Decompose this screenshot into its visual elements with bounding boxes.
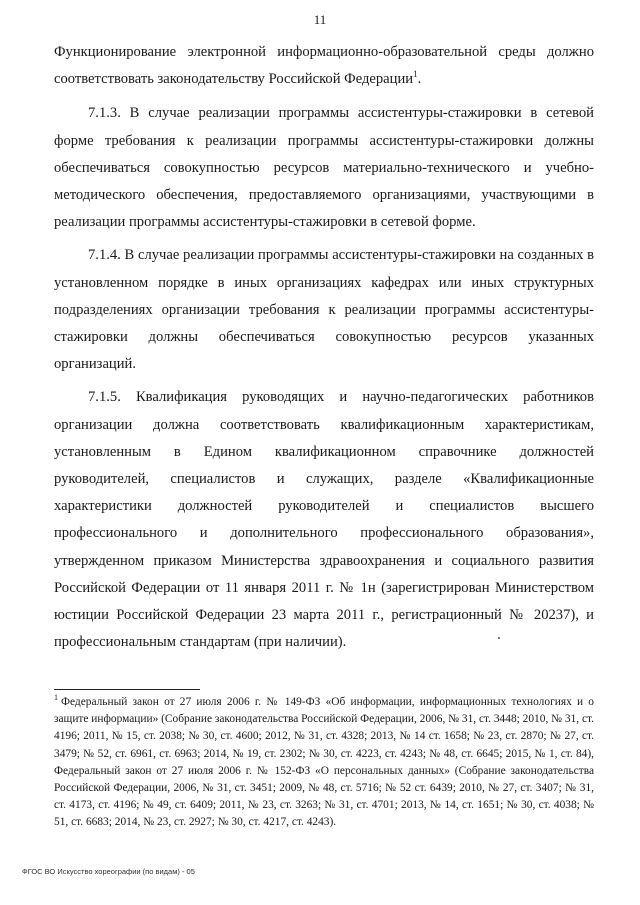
footnote-reference[interactable]: 1	[413, 69, 418, 80]
paragraph-text: Функционирование электронной информационно-образовательной среды должно соответствовать законодательству Российской Федерации	[54, 44, 594, 88]
paragraph-7-1-4: 7.1.4. В случае реализации программы ассистентуры-стажировки на созданных в установленном порядке в иных организациях кафедрах или иных структурных подразделениях организации требования к реализации программы ассистентуры-стажировки должны обеспечиваться совокупностью ресурсов указанных организаций.	[54, 247, 594, 373]
footnote-text: Федеральный закон от 27 июля 2006 г. № 149-ФЗ «Об информации, информационных технологиях и о защите информации» (Собрание законодательства Российской Федерации, 2006, № 31, ст. 3448; 2010, № 31, ст. 4196; 2011, № 15, ст. 2038; № 30, ст. 4600; 2012, № 31, ст. 4328; 2013, № 14 ст. 1658; № 23, ст. 2870; № 27, ст. 3479; № 52, ст. 6961, ст. 6963; 2014, № 19, ст. 2302; № 30, ст. 4223, ст. 4243; № 48, ст. 6645; 2015, № 1, ст. 84), Федеральный закон от 27 июля 2006 г. № 152-ФЗ «О персональных данных» (Собрание законодательства Российской Федерации, 2006, № 31, ст. 3451; 2009, № 48, ст. 5716; № 52 ст. 6439; 2010, № 27, ст. 3407; № 31, ст. 4173, ст. 4196; № 49, ст. 6409; 2011, № 23, ст. 3263; № 31, ст. 4701; 2013, № 14, ст. 1651; № 30, ст. 4038; № 51, ст. 6683; 2014, № 23, ст. 2927; № 30, ст. 4217, ст. 4243).	[54, 696, 594, 829]
body-text	[54, 39, 594, 656]
scan-speck	[498, 637, 500, 639]
document-footer: ФГОС ВО Искусство хореографии (по видам) - 05	[22, 867, 195, 876]
paragraph-7-1-5: 7.1.5. Квалификация руководящих и научно-педагогических работников организации должна соответствовать квалификационным характеристикам, установленным в Едином квалификационном справочнике должностей руководителей, специалистов и служащих, разделе «Квалификационные характеристики должностей руководителей и специалистов высшего профессионального и дополнительного профессионального образования», утвержденном приказом Министерства здравоохранения и социального развития Российской Федерации от 11 января 2011 г. № 1н (зарегистрирован Министерством юстиции Российской Федерации 23 марта 2011 г., регистрационный № 20237), и профессиональным стандартам (при наличии).	[54, 389, 594, 651]
page-number: 11	[313, 12, 327, 27]
paragraph-7-1-3: 7.1.3. В случае реализации программы ассистентуры-стажировки в сетевой форме требования к реализации программы ассистентуры-стажировки должны обеспечиваться совокупностью ресурсов материально-технического и учебно-методического обеспечения, предоставляемого организациями, участвующими в реализации программы ассистентуры-стажировки в сетевой форме.	[54, 105, 594, 231]
footnote-mark: 1	[54, 693, 58, 703]
paragraph-text-end: .	[417, 71, 422, 88]
footnote	[54, 694, 594, 832]
paragraph-information-environment	[54, 39, 594, 93]
footnote-separator	[54, 689, 200, 690]
